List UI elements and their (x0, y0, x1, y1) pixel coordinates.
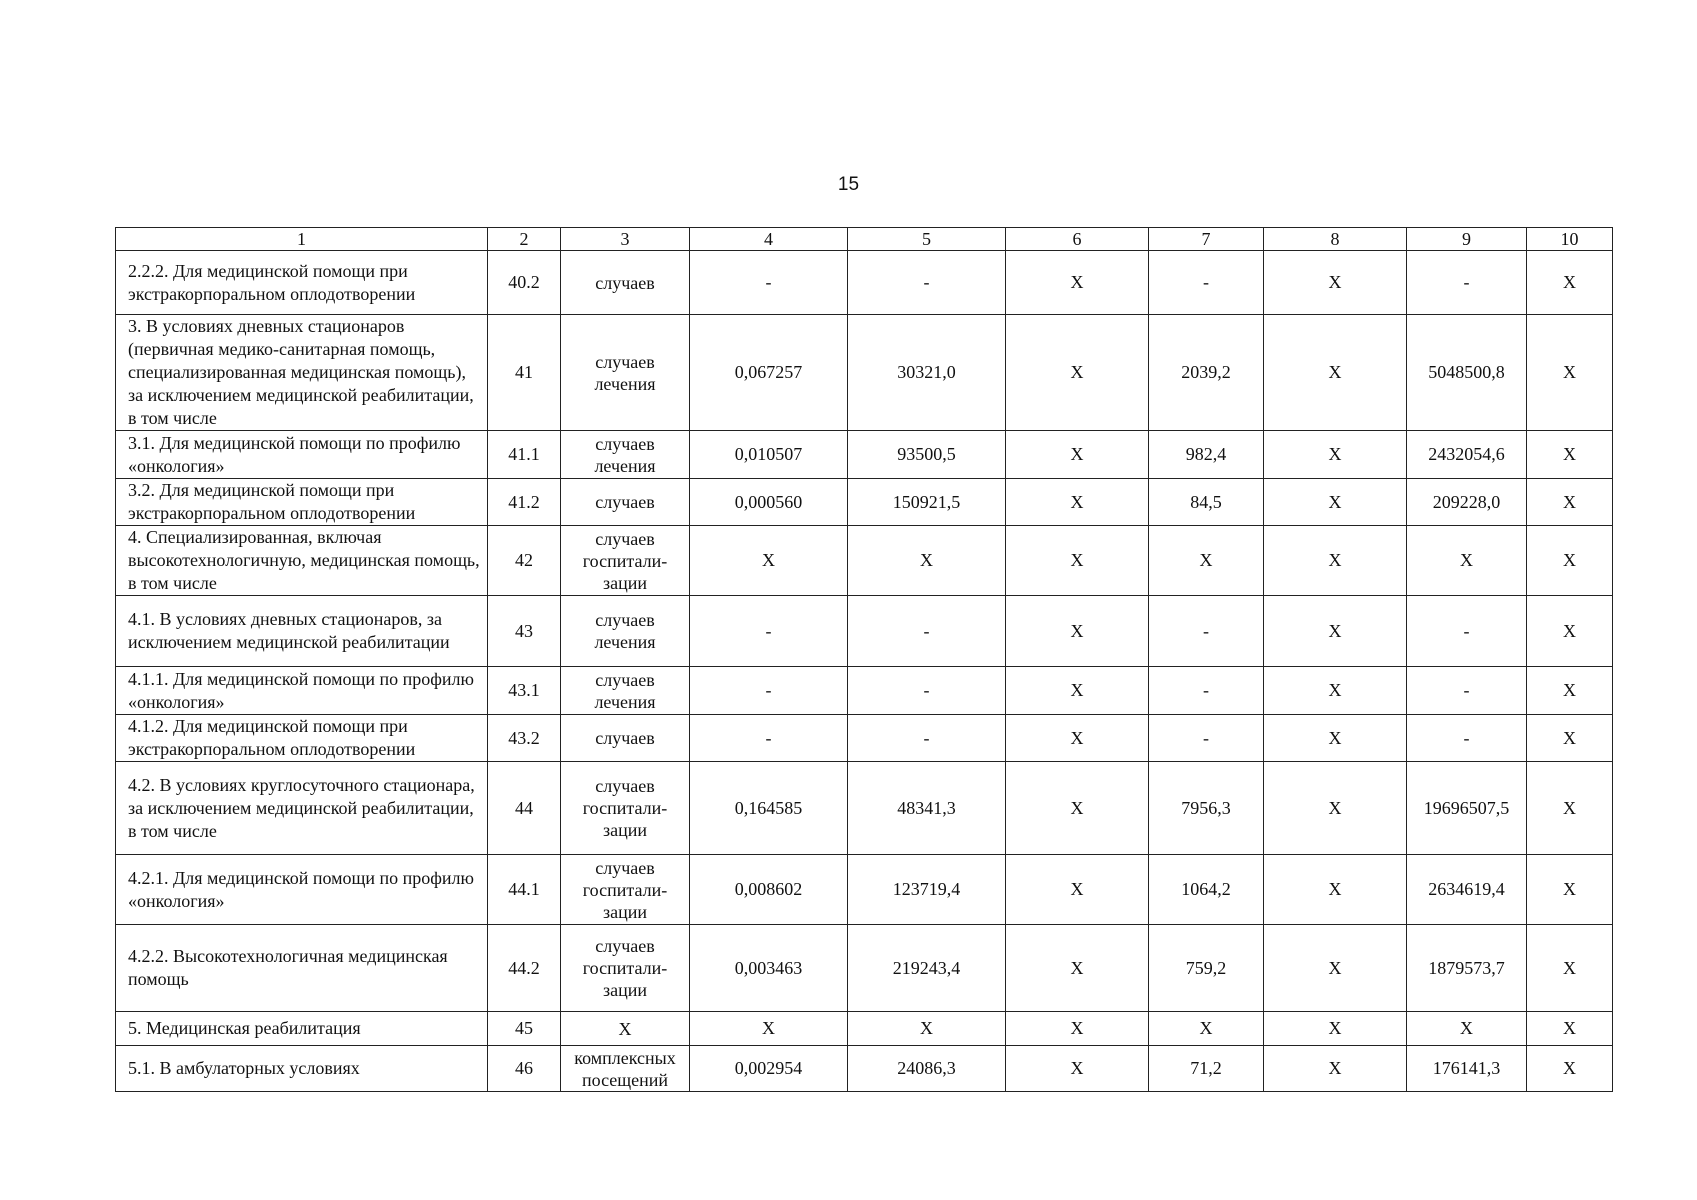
value-cell: - (848, 667, 1006, 715)
value-cell: - (848, 715, 1006, 762)
value-cell: X (1006, 925, 1149, 1012)
row-name-cell: 3.2. Для медицинской помощи при экстракорпоральном оплодотворении (116, 479, 488, 526)
value-cell: - (690, 251, 848, 315)
value-cell: X (690, 1012, 848, 1046)
value-cell: X (1527, 526, 1613, 596)
column-header: 9 (1407, 228, 1527, 251)
value-cell: - (690, 667, 848, 715)
row-name-cell: 3. В условиях дневных стационаров (первичная медико-санитарная помощь, специализированная медицинская помощь), за исключением медицинской реабилитации, в том числе (116, 315, 488, 431)
value-cell: 24086,3 (848, 1046, 1006, 1092)
row-code-cell: 43.1 (488, 667, 561, 715)
row-name-cell: 5. Медицинская реабилитация (116, 1012, 488, 1046)
value-cell: X (1407, 1012, 1527, 1046)
table-row (116, 855, 1613, 925)
column-header: 1 (116, 228, 488, 251)
value-cell: X (848, 1012, 1006, 1046)
value-cell: - (848, 596, 1006, 667)
value-cell: 0,000560 (690, 479, 848, 526)
row-code-cell: 41.2 (488, 479, 561, 526)
value-cell: X (1006, 715, 1149, 762)
value-cell: 0,002954 (690, 1046, 848, 1092)
row-name-cell: 4.1. В условиях дневных стационаров, за исключением медицинской реабилитации (116, 596, 488, 667)
value-cell: X (1264, 925, 1407, 1012)
row-name-cell: 4.1.1. Для медицинской помощи по профилю «онкология» (116, 667, 488, 715)
row-name-cell: 2.2.2. Для медицинской помощи при экстракорпоральном оплодотворении (116, 251, 488, 315)
value-cell: X (1264, 1012, 1407, 1046)
value-cell: X (1527, 667, 1613, 715)
value-cell: X (1264, 315, 1407, 431)
row-unit-cell: случаев лечения (561, 315, 690, 431)
row-code-cell: 43.2 (488, 715, 561, 762)
row-code-cell: 44 (488, 762, 561, 855)
table-row (116, 315, 1613, 431)
page-number: 15 (837, 174, 860, 195)
value-cell: 150921,5 (848, 479, 1006, 526)
value-cell: X (1527, 315, 1613, 431)
value-cell: 0,003463 (690, 925, 848, 1012)
value-cell: - (1407, 251, 1527, 315)
value-cell: 84,5 (1149, 479, 1264, 526)
row-name-cell: 4.2. В условиях круглосуточного стационара, за исключением медицинской реабилитации, в том числе (116, 762, 488, 855)
row-name-cell: 4.2.2. Высокотехнологичная медицинская помощь (116, 925, 488, 1012)
header-row (116, 228, 1613, 251)
value-cell: X (1264, 1046, 1407, 1092)
row-unit-cell: случаев (561, 479, 690, 526)
value-cell: X (1006, 315, 1149, 431)
value-cell: X (848, 526, 1006, 596)
row-code-cell: 41.1 (488, 431, 561, 479)
row-code-cell: 44.2 (488, 925, 561, 1012)
value-cell: X (1264, 762, 1407, 855)
value-cell: X (1006, 526, 1149, 596)
value-cell: 7956,3 (1149, 762, 1264, 855)
row-code-cell: 40.2 (488, 251, 561, 315)
table-row (116, 479, 1613, 526)
value-cell: 0,164585 (690, 762, 848, 855)
value-cell: 1064,2 (1149, 855, 1264, 925)
value-cell: X (1527, 855, 1613, 925)
value-cell: - (690, 596, 848, 667)
value-cell: X (1527, 925, 1613, 1012)
row-code-cell: 42 (488, 526, 561, 596)
table-row (116, 596, 1613, 667)
table-row (116, 526, 1613, 596)
row-name-cell: 4.2.1. Для медицинской помощи по профилю «онкология» (116, 855, 488, 925)
value-cell: X (1006, 596, 1149, 667)
value-cell: X (1527, 479, 1613, 526)
value-cell: X (1264, 855, 1407, 925)
value-cell: X (1407, 526, 1527, 596)
row-code-cell: 41 (488, 315, 561, 431)
column-header: 8 (1264, 228, 1407, 251)
table-row (116, 431, 1613, 479)
value-cell: X (1006, 667, 1149, 715)
row-unit-cell: случаев (561, 251, 690, 315)
value-cell: 123719,4 (848, 855, 1006, 925)
row-unit-cell: случаев госпитали-зации (561, 925, 690, 1012)
value-cell: X (1527, 596, 1613, 667)
row-unit-cell: комплексных посещений (561, 1046, 690, 1092)
table-row (116, 1046, 1613, 1092)
row-unit-cell: случаев лечения (561, 431, 690, 479)
value-cell: X (1264, 431, 1407, 479)
row-unit-cell: случаев лечения (561, 667, 690, 715)
value-cell: 219243,4 (848, 925, 1006, 1012)
value-cell: 2634619,4 (1407, 855, 1527, 925)
value-cell: X (1006, 479, 1149, 526)
value-cell: X (1006, 1012, 1149, 1046)
value-cell: - (1149, 715, 1264, 762)
value-cell: 5048500,8 (1407, 315, 1527, 431)
value-cell: 71,2 (1149, 1046, 1264, 1092)
value-cell: 30321,0 (848, 315, 1006, 431)
value-cell: - (1407, 667, 1527, 715)
value-cell: X (1149, 526, 1264, 596)
value-cell: 2039,2 (1149, 315, 1264, 431)
value-cell: 176141,3 (1407, 1046, 1527, 1092)
value-cell: X (1149, 1012, 1264, 1046)
value-cell: X (1006, 431, 1149, 479)
value-cell: X (1006, 1046, 1149, 1092)
row-name-cell: 3.1. Для медицинской помощи по профилю «онкология» (116, 431, 488, 479)
data-table (115, 227, 1613, 1092)
table-row (116, 925, 1613, 1012)
value-cell: 0,067257 (690, 315, 848, 431)
column-header: 3 (561, 228, 690, 251)
row-unit-cell: случаев госпитали-зации (561, 855, 690, 925)
value-cell: - (1149, 667, 1264, 715)
row-code-cell: 43 (488, 596, 561, 667)
value-cell: 2432054,6 (1407, 431, 1527, 479)
column-header: 10 (1527, 228, 1613, 251)
row-unit-cell: случаев госпитали-зации (561, 762, 690, 855)
value-cell: 0,008602 (690, 855, 848, 925)
value-cell: X (1264, 715, 1407, 762)
row-unit-cell: X (561, 1012, 690, 1046)
value-cell: X (1527, 762, 1613, 855)
value-cell: - (1407, 596, 1527, 667)
row-name-cell: 5.1. В амбулаторных условиях (116, 1046, 488, 1092)
value-cell: 0,010507 (690, 431, 848, 479)
value-cell: - (690, 715, 848, 762)
value-cell: 19696507,5 (1407, 762, 1527, 855)
value-cell: X (1527, 1046, 1613, 1092)
value-cell: X (1006, 855, 1149, 925)
table-row (116, 251, 1613, 315)
column-header: 2 (488, 228, 561, 251)
value-cell: X (1527, 1012, 1613, 1046)
value-cell: - (1149, 251, 1264, 315)
value-cell: X (1264, 251, 1407, 315)
value-cell: X (690, 526, 848, 596)
table-row (116, 715, 1613, 762)
value-cell: 48341,3 (848, 762, 1006, 855)
table-row (116, 762, 1613, 855)
row-unit-cell: случаев (561, 715, 690, 762)
value-cell: X (1527, 715, 1613, 762)
row-code-cell: 44.1 (488, 855, 561, 925)
table-row (116, 1012, 1613, 1046)
row-name-cell: 4.1.2. Для медицинской помощи при экстракорпоральном оплодотворении (116, 715, 488, 762)
row-code-cell: 46 (488, 1046, 561, 1092)
value-cell: 982,4 (1149, 431, 1264, 479)
value-cell: X (1006, 762, 1149, 855)
value-cell: X (1006, 251, 1149, 315)
column-header: 4 (690, 228, 848, 251)
column-header: 5 (848, 228, 1006, 251)
column-header: 7 (1149, 228, 1264, 251)
value-cell: X (1264, 526, 1407, 596)
value-cell: X (1527, 251, 1613, 315)
value-cell: X (1264, 479, 1407, 526)
value-cell: X (1264, 667, 1407, 715)
value-cell: - (1149, 596, 1264, 667)
row-code-cell: 45 (488, 1012, 561, 1046)
value-cell: X (1527, 431, 1613, 479)
value-cell: X (1264, 596, 1407, 667)
column-header: 6 (1006, 228, 1149, 251)
value-cell: - (848, 251, 1006, 315)
value-cell: - (1407, 715, 1527, 762)
value-cell: 209228,0 (1407, 479, 1527, 526)
value-cell: 759,2 (1149, 925, 1264, 1012)
table-row (116, 667, 1613, 715)
value-cell: 93500,5 (848, 431, 1006, 479)
value-cell: 1879573,7 (1407, 925, 1527, 1012)
row-unit-cell: случаев госпитали-зации (561, 526, 690, 596)
row-name-cell: 4. Специализированная, включая высокотехнологичную, медицинская помощь, в том числе (116, 526, 488, 596)
row-unit-cell: случаев лечения (561, 596, 690, 667)
